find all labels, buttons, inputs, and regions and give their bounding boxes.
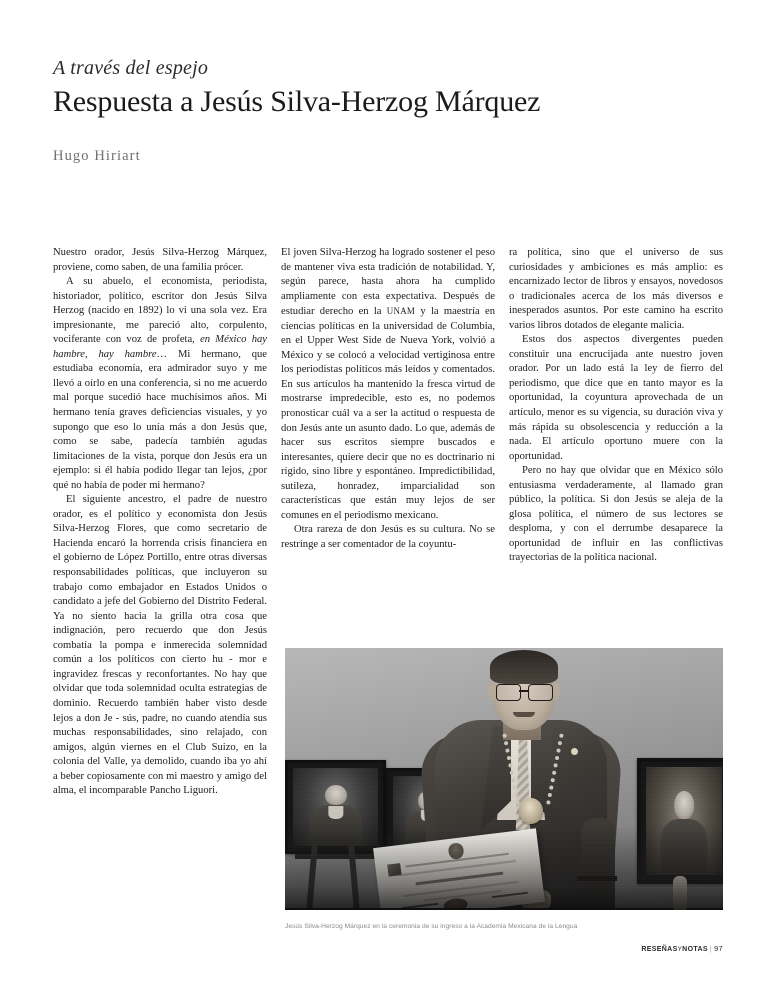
footer-separator: | — [709, 946, 713, 953]
paragraph-part: y la maestría en ciencias políticas en la universidad de Columbia, en el Upper West Side de Nueva York, volvió a México y se colocó a velocidad vertiginosa entre los periodistas políticos más leídos y comentados. En sus artículos ha mantenido la fresca virtud de mostrarse impredecible, esto es, no podemos pronosticar cuál va a ser la actitud o respuesta de don Jesús ante un asunto dado. Lo que, además de hacer sus escritos siempre buscados e interesantes, quiere decir que no es doctrinario ni rígido, sino libre y espontáneo. Impredictibilidad, sutileza, honradez, imparcialidad son características que están muy lejos de ser comunes en el periodismo mexicano. — [281, 306, 495, 521]
photo-figure — [285, 648, 723, 910]
text-column-1 — [53, 246, 267, 799]
paragraph: Pero no hay que olvidar que en México sólo entusiasma verdaderamente, al llamado gran público, la política. Si don Jesús se aleja de la glosa política, el número de sus lectores se desploma, y con el derrumbe desaparece la oportunidad de influir en las conflictivas trayectorias de la política nacional. — [509, 465, 723, 564]
paragraph: Nuestro orador, Jesús Silva-Herzog Márquez, proviene, como saben, de una familia prócer. — [53, 247, 267, 273]
page-footer — [641, 944, 723, 953]
author-byline: Hugo Hiriart — [53, 148, 141, 164]
article-kicker: A través del espejo — [53, 57, 209, 79]
page-title: Respuesta a Jesús Silva-Herzog Márquez — [53, 85, 541, 118]
text-column-2 — [281, 246, 495, 552]
text-column-3 — [509, 246, 723, 566]
eyeglasses-bridge — [519, 690, 528, 692]
person-mouth — [513, 712, 535, 717]
ceremony-photograph — [285, 648, 723, 910]
footer-section-label: RESEÑAS — [641, 946, 678, 953]
academy-medal — [519, 798, 543, 824]
paragraph: Otra rareza de don Jesús es su cultura. No se restringe a ser comentador de la coyuntu- — [281, 524, 495, 550]
person-hair — [490, 650, 558, 684]
eyeglasses-lens-left — [496, 684, 521, 701]
page-number: 97 — [714, 944, 723, 953]
italic-quote: en México hay hambre, hay hambre — [53, 334, 267, 360]
paragraph — [53, 275, 267, 493]
article-header — [53, 56, 743, 141]
eyeglasses-lens-right — [528, 684, 553, 701]
footer-section-label-2: NOTAS — [682, 946, 708, 953]
paragraph: ra política, sino que el universo de sus curiosidades y ambiciones es más amplio: es encarnizado lector de libros y ensayos, novedosos o tradicionales acerca de los más diversos e inesperados asuntos. Por este camino ha escrito varios libros dotados de elegante malicia. — [509, 247, 723, 331]
paragraph: Estos dos aspectos divergentes pueden constituir una encrucijada ante nuestro joven orador. Por un lado está la ley de fierro del periodismo, que dice que en tanto mayor es la oportunidad, la coyuntura aprovechada de un artículo, menor es su vigencia, su duración viva y más rápida su obsolescencia y reducción a la nada. El artículo oportuno muere con la oportunidad. — [509, 334, 723, 462]
paragraph: El siguiente ancestro, el padre de nuestro orador, es el político y economista don Jesús Silva-Herzog Flores, que como secretario de Hacienda encaró la horrenda crisis financiera en el gobierno de López Portillo, entre otras diversas responsabilidades políticas, que incluyeron su trabajo como embajador en Estados Unidos o candidato a jefe del Gobierno del Distrito Federal. Ya no siento hacia la grilla otra cosa que indignación, pero recuerdo que don Jesús combatía la pompa e inmerecida solemnidad común a los políticos con cierto hu - mor e ingravidez frescas y reconfortantes. No hay que olvidar que toda solemnidad oculta estrategias de dominio. Recuerdo también haber visto desde lejos a don Je - sús, padre, no cuando atendía sus muchas responsabilidades, sino relajado, con amigos, algún viernes en el Club Suizo, en la colonia del Valle, ya demolido, cuando iba yo ahí a beber copiosamente con mi maestro y amigo del alma, el incomparable Pancho Liguori. — [53, 494, 267, 797]
paragraph-part: A su abuelo, el economista, periodista, historiador, político, escritor don Jesús Silva Herzog (nacido en 1892) lo vi una sola vez. Era impresionante, me pareció alto, corpulento, vociferante con voz de profeta, — [53, 276, 267, 346]
footer-conjunction: Y — [677, 946, 683, 953]
smallcaps-acronym: UNAM — [386, 306, 416, 317]
photo-vignette — [285, 826, 723, 910]
paragraph — [281, 246, 495, 523]
paragraph-part: El joven Silva-Herzog ha logrado sostener el peso de mantener viva esta tradición de notabilidad. Y, según parece, hasta ahora ha cumplido ampliamente con esta expectativa. Después de estudiar derecho en la — [281, 247, 495, 318]
lapel-pin — [571, 748, 578, 755]
paragraph-part: … Mi hermano, que estudiaba economía, era admirador suyo y me llevó a oírlo en una conferencia, si no me acuerdo mal porque sucedió hace muchísimos años. Mi hermano tenía graves deficiencias visuales, y yo supongo que eso lo unía más a don Jesús que, como se sabe, padecía también agudas limitaciones de la vista, porque don Jesús era un ejemplo: si él había podido llegar tan lejos, ¿por qué no había de poder mi hermano? — [53, 348, 267, 491]
photo-caption: Jesús Silva-Herzog Márquez en la ceremonia de su ingreso a la Academia Mexicana de la Lengua — [285, 923, 578, 930]
